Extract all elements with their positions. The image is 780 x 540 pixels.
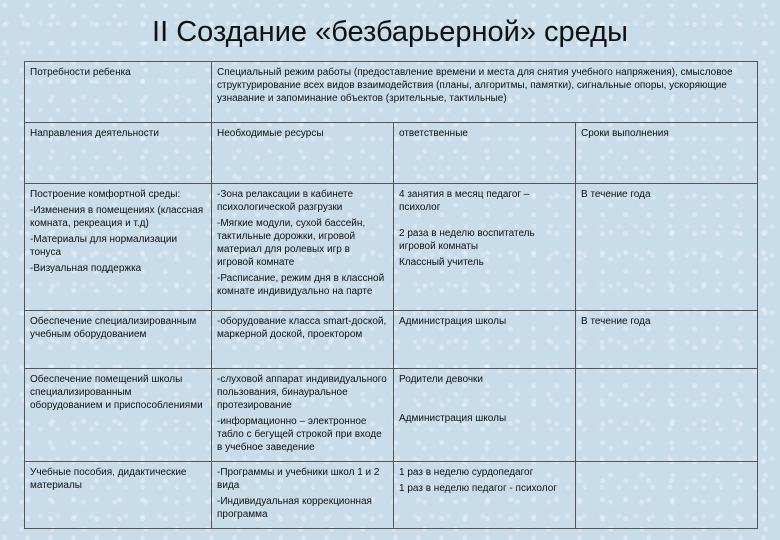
table-row [25,184,758,311]
col-deadline-header: Сроки выполнения [576,123,758,184]
cell-line: В течение года [581,189,651,200]
table-header-row [25,62,758,123]
cell-line: -Визуальная поддержка [30,263,142,274]
special-mode-cell [212,62,758,123]
cell-line: -Программы и учебники школ 1 и 2 вида [217,467,380,491]
deadline-cell [576,184,758,311]
cell-line: -информационно – электронное табло с бегущей строкой при входе в учебное заведение [217,416,382,453]
responsible-cell [394,311,576,369]
table-row [25,369,758,462]
column-headers-row [25,123,758,184]
responsible-cell [394,184,576,311]
col-direction-header: Направления деятельности [25,123,212,184]
cell-line: -слуховой аппарат индивидуального пользования, бинауральное протезирование [217,374,387,411]
responsible-cell [394,462,576,529]
col-responsible-header: ответственные [394,123,576,184]
resources-cell [212,462,394,529]
col-resources-header: Необходимые ресурсы [212,123,394,184]
direction-cell [25,369,212,462]
cell-line: -оборудование класса smart-доской, маркерной доской, проектором [217,316,387,340]
responsible-cell [394,369,576,462]
cell-line: В течение года [581,316,651,327]
resources-cell [212,184,394,311]
direction-cell [25,184,212,311]
activity-plan-table [24,61,758,529]
cell-line: -Индивидуальная коррекционная программа [217,496,372,520]
table-row [25,462,758,529]
direction-cell [25,462,212,529]
cell-line: Родители девочки [399,374,483,385]
cell-line: -Мягкие модули, сухой бассейн, тактильные дорожки, игровой материал для ролевых игр в игровой комнате [217,218,366,268]
cell-line: Классный учитель [399,257,484,268]
direction-cell [25,311,212,369]
needs-label-cell [25,62,212,123]
cell-line: Администрация школы [399,413,507,424]
deadline-cell [576,462,758,529]
cell-line: Учебные пособия, дидактические материалы [30,467,187,491]
resources-cell [212,311,394,369]
resources-cell [212,369,394,462]
special-mode-text: Специальный режим работы (предоставление времени и места для снятия учебного напряжения), смысловое структурирование всех видов взаимодействия (планы, алгоритмы, памятки), сигнальные опоры, ускоряющие узнавание и запоминание объектов (зрительные, тактильные) [217,67,733,104]
cell-line: 1 раз в неделю педагог - психолог [399,483,557,494]
table-row [25,311,758,369]
cell-line: -Зона релаксации в кабинете психологической разгрузки [217,189,354,213]
cell-line: Обеспечение помещений школы специализированным оборудованием и приспособлениями [30,374,203,411]
cell-line: -Изменения в помещениях (классная комната, рекреация и т.д) [30,205,204,229]
cell-line: 4 занятия в месяц педагог – психолог [399,189,530,213]
page-title: II Создание «безбарьерной» среды [152,16,628,48]
cell-line: 2 раза в неделю воспитатель игровой комнаты [399,228,535,252]
needs-label: Потребности ребенка [30,67,131,78]
cell-line: 1 раз в неделю сурдопедагог [399,467,534,478]
deadline-cell [576,311,758,369]
cell-line: Администрация школы [399,316,507,327]
cell-line: -Материалы для нормализации тонуса [30,234,178,258]
cell-line: -Расписание, режим дня в классной комнате индивидуально на парте [217,273,385,297]
cell-line: Обеспечение специализированным учебным оборудованием [30,316,197,340]
deadline-cell [576,369,758,462]
cell-line: Построение комфортной среды: [30,189,181,200]
